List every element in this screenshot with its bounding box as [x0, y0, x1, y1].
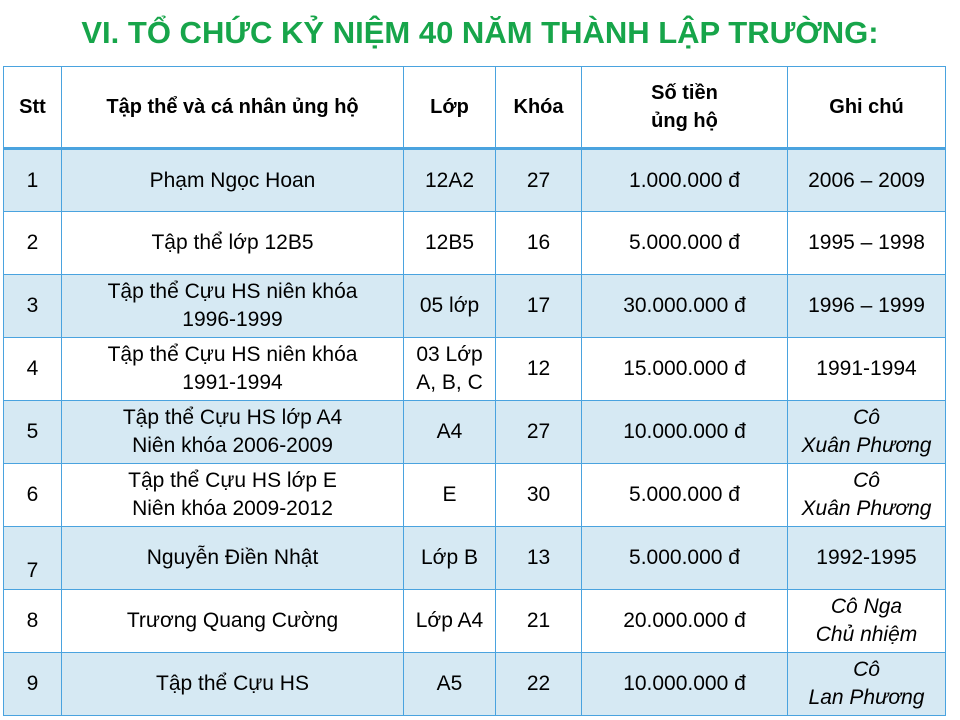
cell-note: [788, 653, 946, 716]
cell-note-line2: Xuân Phương: [801, 434, 932, 457]
cell-class: Lớp B: [404, 527, 496, 590]
table-row: [4, 338, 946, 401]
cell-stt: 4: [4, 338, 62, 401]
cell-amount: 5.000.000 đ: [582, 464, 788, 527]
header-amount-line2: ủng hộ: [651, 110, 718, 132]
cell-stt: 8: [4, 590, 62, 653]
header-amount-line1: Số tiền: [651, 82, 718, 104]
cell-note: [788, 464, 946, 527]
cell-note-line2: Xuân Phương: [801, 497, 932, 520]
cell-course: 16: [496, 212, 582, 275]
header-amount: [582, 67, 788, 149]
cell-class: [404, 338, 496, 401]
cell-course: 13: [496, 527, 582, 590]
cell-name: [62, 275, 404, 338]
cell-note: [788, 401, 946, 464]
cell-amount: 5.000.000 đ: [582, 527, 788, 590]
table-row: [4, 275, 946, 338]
header-course: Khóa: [496, 67, 582, 149]
cell-note-line1: Cô: [853, 658, 880, 681]
cell-amount: 10.000.000 đ: [582, 401, 788, 464]
cell-name: [62, 401, 404, 464]
cell-course: 21: [496, 590, 582, 653]
cell-note: 1995 – 1998: [788, 212, 946, 275]
cell-name-line2: 1996-1999: [182, 308, 283, 331]
cell-stt: 6: [4, 464, 62, 527]
cell-course: 17: [496, 275, 582, 338]
cell-note-line2: Chủ nhiệm: [815, 623, 918, 646]
cell-name-line1: Tập thể Cựu HS niên khóa: [107, 280, 358, 303]
cell-name: Trương Quang Cường: [62, 590, 404, 653]
cell-stt: 5: [4, 401, 62, 464]
cell-name: [62, 338, 404, 401]
cell-class-line1: 03 Lớp: [416, 343, 483, 366]
cell-amount: 20.000.000 đ: [582, 590, 788, 653]
cell-note: 1992-1995: [788, 527, 946, 590]
cell-note-line1: Cô Nga: [830, 595, 903, 618]
cell-stt: 1: [4, 149, 62, 212]
cell-class: 12A2: [404, 149, 496, 212]
cell-name-line1: Tập thể Cựu HS lớp E: [128, 469, 337, 492]
cell-course: 22: [496, 653, 582, 716]
table-row: [4, 653, 946, 716]
cell-course: 30: [496, 464, 582, 527]
cell-class: 12B5: [404, 212, 496, 275]
table-row: [4, 464, 946, 527]
cell-class: 05 lớp: [404, 275, 496, 338]
cell-note-line2: Lan Phương: [808, 686, 925, 709]
page-title: VI. TỔ CHỨC KỶ NIỆM 40 NĂM THÀNH LẬP TRƯỜNG:: [81, 15, 879, 50]
cell-amount: 5.000.000 đ: [582, 212, 788, 275]
cell-name-line1: Tập thể Cựu HS lớp A4: [122, 406, 343, 429]
table-row: [4, 212, 946, 275]
cell-class: A4: [404, 401, 496, 464]
cell-class-line2: A, B, C: [416, 371, 483, 394]
cell-name-line2: Niên khóa 2009-2012: [132, 497, 333, 520]
header-stt: Stt: [4, 67, 62, 149]
cell-stt: 3: [4, 275, 62, 338]
cell-amount: 30.000.000 đ: [582, 275, 788, 338]
cell-class: A5: [404, 653, 496, 716]
cell-name: Nguyễn Điền Nhật: [62, 527, 404, 590]
cell-note: 2006 – 2009: [788, 149, 946, 212]
cell-name-line2: Niên khóa 2006-2009: [132, 434, 333, 457]
cell-name: [62, 149, 404, 212]
cell-note: 1991-1994: [788, 338, 946, 401]
cell-amount: 15.000.000 đ: [582, 338, 788, 401]
cell-note-line1: Cô: [853, 406, 880, 429]
cell-course: 27: [496, 149, 582, 212]
header-name: Tập thể và cá nhân ủng hộ: [62, 67, 404, 149]
header-note: Ghi chú: [788, 67, 946, 149]
cell-note: 1996 – 1999: [788, 275, 946, 338]
cell-stt: 7: [4, 527, 62, 590]
cell-class: E: [404, 464, 496, 527]
cell-name-line1: Tập thể Cựu HS niên khóa: [107, 343, 358, 366]
cell-stt: 2: [4, 212, 62, 275]
cell-stt: 9: [4, 653, 62, 716]
cell-name-line1: Phạm Ngọc Hoan: [149, 168, 316, 192]
cell-amount: 10.000.000 đ: [582, 653, 788, 716]
table-row: [4, 149, 946, 212]
cell-name: Tập thể lớp 12B5: [62, 212, 404, 275]
table-row: [4, 527, 946, 590]
cell-course: 12: [496, 338, 582, 401]
cell-name-line2: 1991-1994: [182, 371, 283, 394]
cell-note: [788, 590, 946, 653]
donation-table: [3, 66, 946, 716]
cell-class: Lớp A4: [404, 590, 496, 653]
cell-note-line1: Cô: [853, 469, 880, 492]
cell-course: 27: [496, 401, 582, 464]
table-row: [4, 590, 946, 653]
table-row: [4, 401, 946, 464]
header-row: [4, 67, 946, 149]
cell-name: [62, 464, 404, 527]
header-class: Lớp: [404, 67, 496, 149]
cell-name: Tập thể Cựu HS: [62, 653, 404, 716]
cell-amount: 1.000.000 đ: [582, 149, 788, 212]
